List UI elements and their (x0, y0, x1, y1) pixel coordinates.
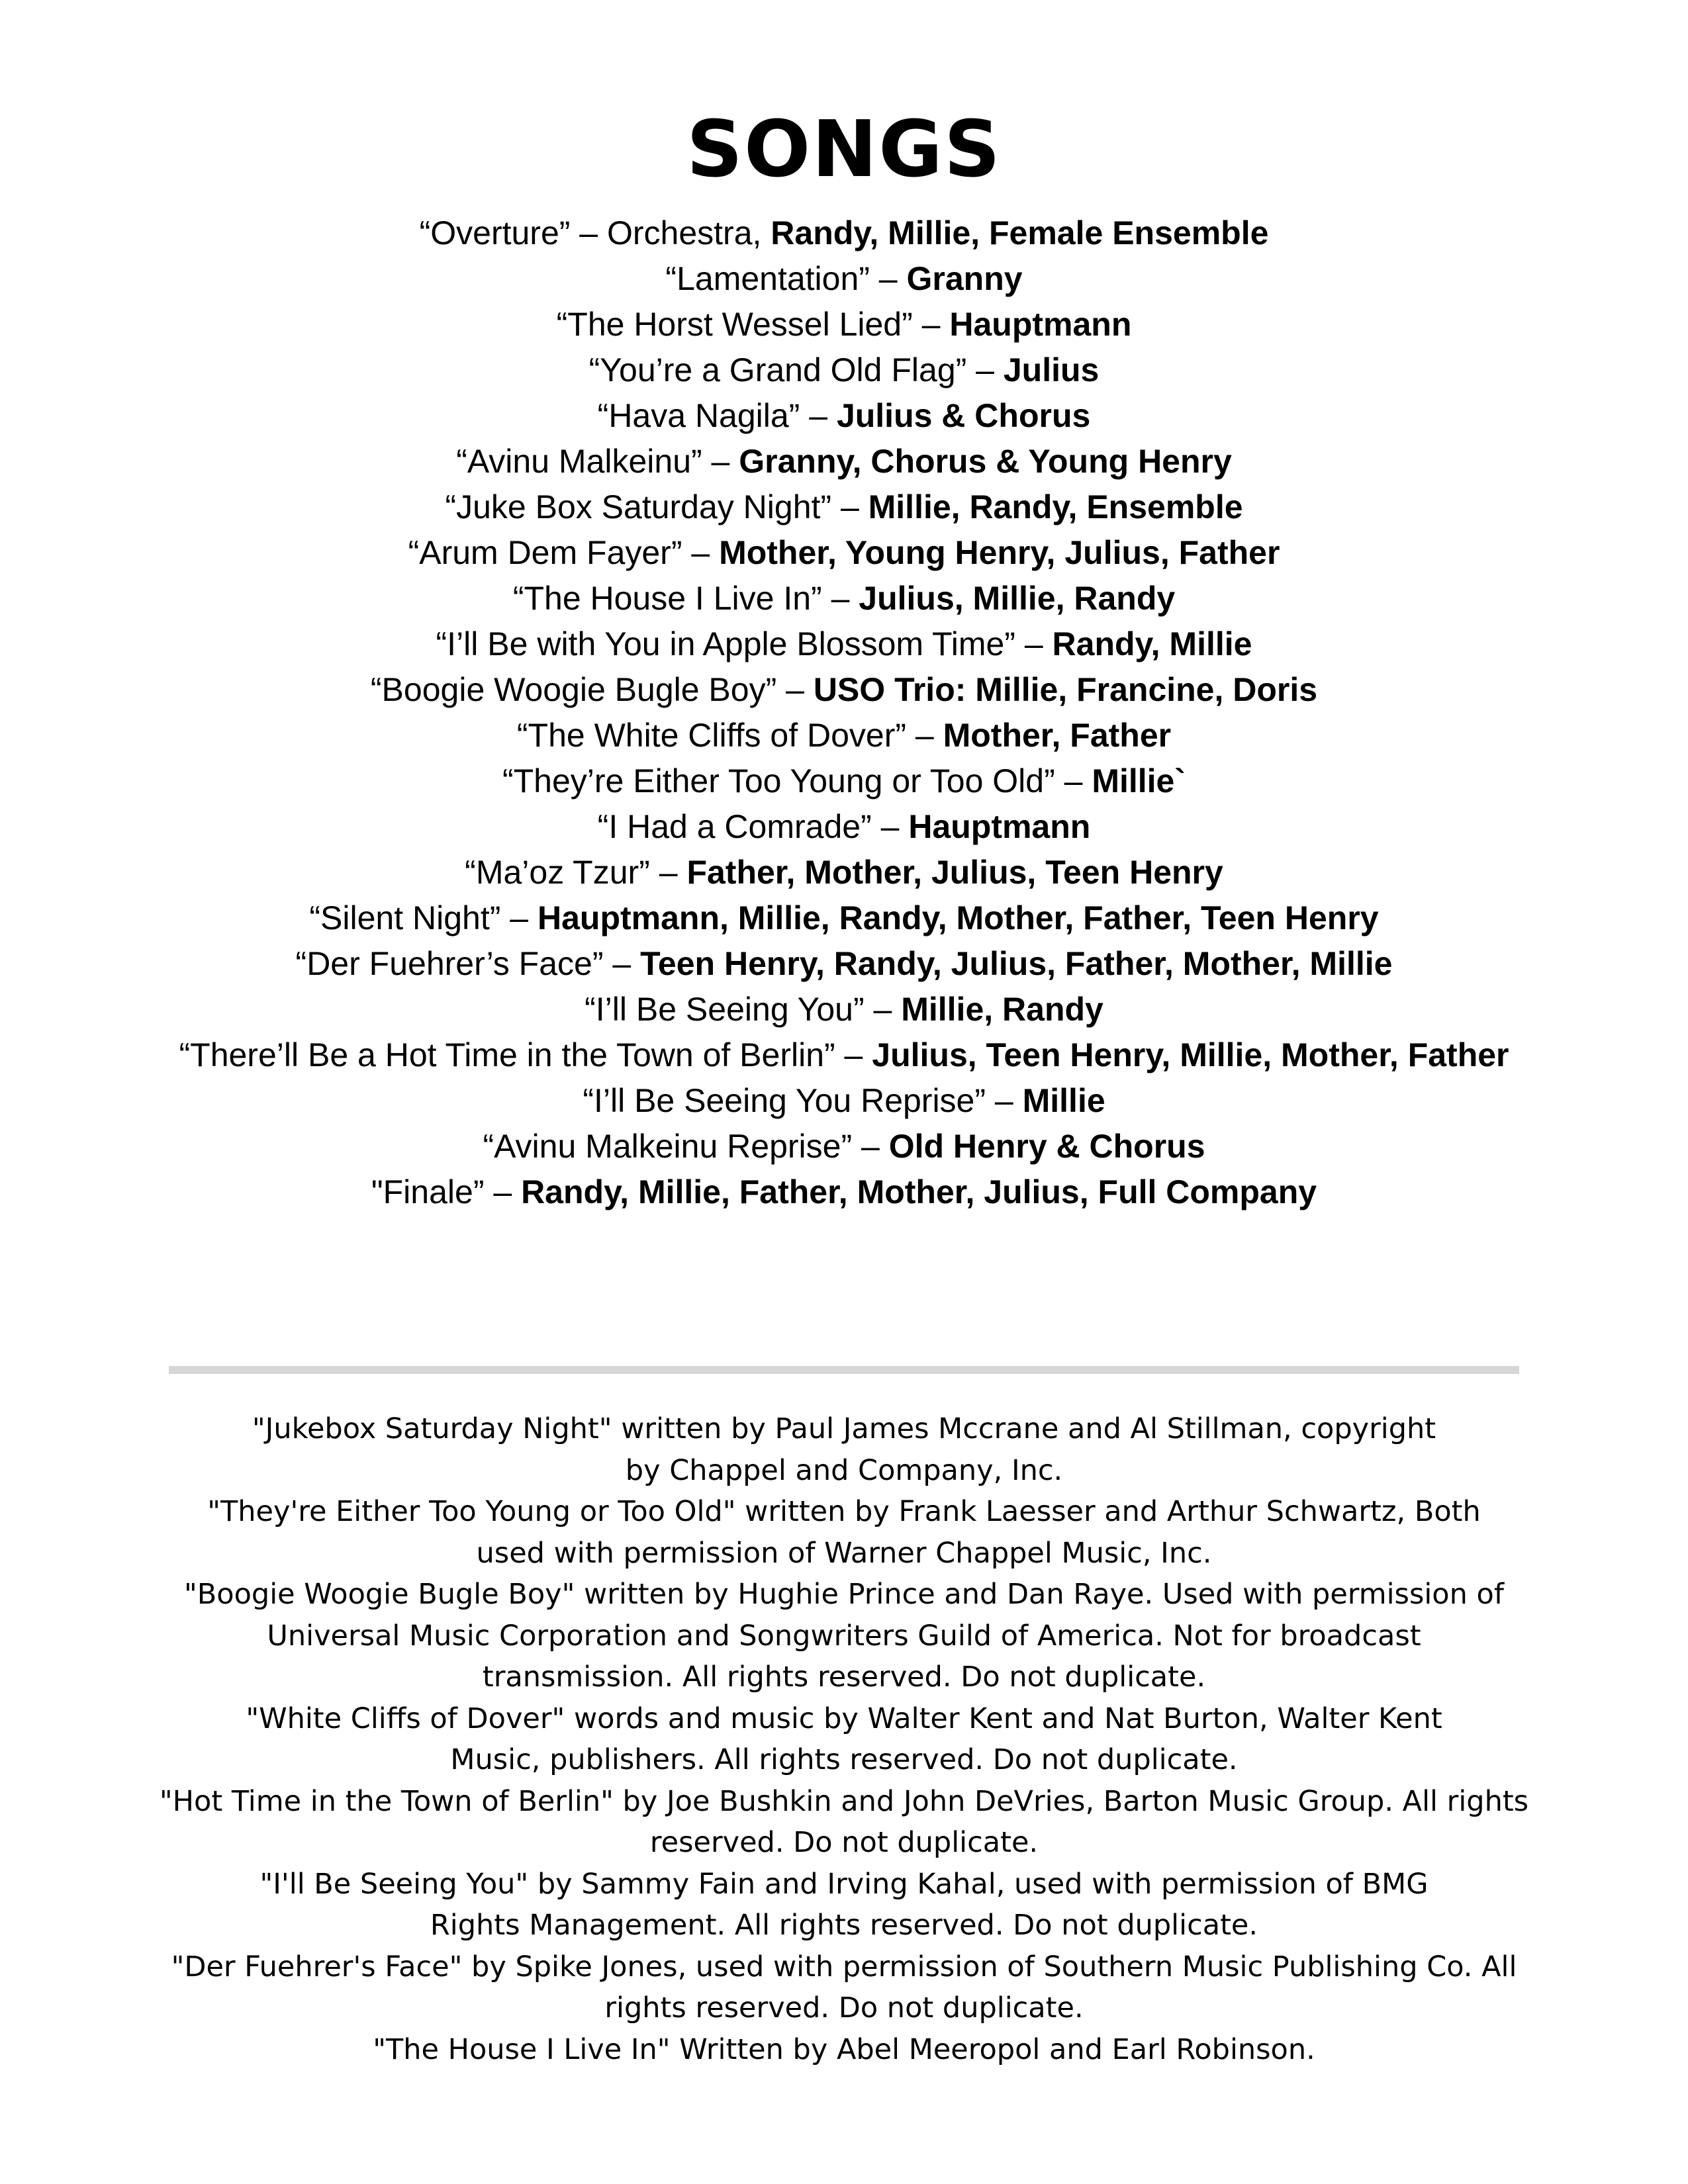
song-title: “Avinu Malkeinu” – (456, 443, 739, 480)
credits-list (159, 1408, 1529, 2070)
song-performers: Teen Henry, Randy, Julius, Father, Mother, Millie (640, 945, 1393, 982)
song-item (172, 256, 1516, 302)
song-title: “I’ll Be Seeing You Reprise” – (583, 1082, 1023, 1119)
song-item (172, 621, 1516, 667)
song-title: “There’ll Be a Hot Time in the Town of Berlin” – (179, 1036, 872, 1073)
song-performers: Father, Mother, Julius, Teen Henry (686, 854, 1223, 891)
song-performers: USO Trio: Millie, Francine, Doris (813, 671, 1318, 708)
song-item (172, 347, 1516, 393)
song-title: “Avinu Malkeinu Reprise” – (483, 1128, 889, 1165)
song-title: “I’ll Be Seeing You” – (585, 991, 902, 1028)
song-item (172, 1078, 1516, 1124)
song-performers: Granny (906, 260, 1023, 297)
song-performers: Millie, Randy (901, 991, 1103, 1028)
credit-item: "Jukebox Saturday Night" written by Paul James Mccrane and Al Stillman, copyright by Chappel and Company, Inc. (252, 1412, 1436, 1487)
song-title: “The Horst Wessel Lied” – (556, 306, 950, 343)
song-item (172, 439, 1516, 484)
song-title: “The White Cliffs of Dover” – (516, 717, 943, 754)
song-performers: Randy, Millie, Father, Mother, Julius, Full Company (521, 1173, 1317, 1210)
song-title: “Der Fuehrer’s Face” – (295, 945, 641, 982)
song-item (172, 530, 1516, 576)
song-item (172, 484, 1516, 530)
song-item (172, 1124, 1516, 1169)
song-performers: Granny, Chorus & Young Henry (739, 443, 1232, 480)
song-item (172, 804, 1516, 850)
song-item (172, 1032, 1516, 1078)
credit-item: "I'll Be Seeing You" by Sammy Fain and Irving Kahal, used with permission of BMG Rights Management. All rights reserved. Do not duplicate. (259, 1867, 1429, 1942)
song-item (172, 210, 1516, 256)
song-title: “You’re a Grand Old Flag” – (588, 351, 1004, 388)
credit-item: "White Cliffs of Dover" words and music by Walter Kent and Nat Burton, Walter Kent Music, publishers. All rights reserved. Do not duplicate. (246, 1702, 1442, 1776)
song-title: “Hava Nagila” – (597, 397, 837, 434)
song-performers: Millie` (1092, 762, 1186, 799)
credit-item: "Boogie Woogie Bugle Boy" written by Hughie Prince and Dan Raye. Used with permission of Universal Music Corporation and Songwriters Guild of America. Not for broadcast transmission. All rights reserved. Do not duplicate. (184, 1578, 1504, 1694)
section-divider (169, 1366, 1519, 1374)
credit-item: "They're Either Too Young or Too Old" written by Frank Laesser and Arthur Schwartz, Both used with permission of Warner Chappel Music, Inc. (207, 1495, 1481, 1570)
credit-item: "Der Fuehrer's Face" by Spike Jones, used with permission of Southern Music Publishing Co. All rights reserved. Do not duplicate. (171, 1950, 1517, 2025)
song-performers: Hauptmann (908, 808, 1091, 845)
song-performers: Julius (1003, 351, 1100, 388)
song-item (172, 667, 1516, 713)
song-performers: Julius, Millie, Randy (859, 580, 1176, 617)
song-performers: Julius & Chorus (836, 397, 1091, 434)
song-performers: Hauptmann, Millie, Randy, Mother, Father, Teen Henry (538, 899, 1379, 936)
song-item (172, 758, 1516, 804)
song-title: “Silent Night” – (309, 899, 538, 936)
credit-item: "The House I Live In" Written by Abel Meeropol and Earl Robinson. (373, 2032, 1315, 2066)
song-title: “I Had a Comrade” – (597, 808, 909, 845)
song-performers: Mother, Father (943, 717, 1172, 754)
song-item (172, 713, 1516, 758)
song-item (172, 302, 1516, 347)
song-performers: Hauptmann (949, 306, 1132, 343)
song-item (172, 576, 1516, 621)
song-performers: Julius, Teen Henry, Millie, Mother, Father (872, 1036, 1509, 1073)
song-performers: Randy, Millie, Female Ensemble (771, 214, 1269, 251)
song-item (172, 987, 1516, 1032)
song-title: “Ma’oz Tzur” – (465, 854, 687, 891)
song-performers: Millie (1022, 1082, 1105, 1119)
song-title: “Juke Box Saturday Night” – (445, 488, 868, 525)
song-title: “I’ll Be with You in Apple Blossom Time” – (436, 625, 1053, 662)
song-title: “The House I Live In” – (512, 580, 859, 617)
song-performers: Old Henry & Chorus (888, 1128, 1205, 1165)
song-performers: Randy, Millie (1052, 625, 1252, 662)
page-title: SONGS (686, 103, 1002, 195)
song-item (172, 393, 1516, 439)
song-title: “Arum Dem Fayer” – (408, 534, 720, 571)
song-title: “Boogie Woogie Bugle Boy” – (370, 671, 814, 708)
song-title: “Lamentation” – (665, 260, 907, 297)
song-title: “Overture” – Orchestra, (419, 214, 771, 251)
song-title: "Finale” – (371, 1173, 522, 1210)
song-performers: Mother, Young Henry, Julius, Father (719, 534, 1280, 571)
song-item (172, 895, 1516, 941)
song-item (172, 850, 1516, 895)
song-item (172, 1169, 1516, 1215)
song-performers: Millie, Randy, Ensemble (868, 488, 1243, 525)
song-list (172, 210, 1516, 1215)
song-item (172, 941, 1516, 987)
song-title: “They’re Either Too Young or Too Old” – (502, 762, 1092, 799)
credit-item: "Hot Time in the Town of Berlin" by Joe Bushkin and John DeVries, Barton Music Group. All rights reserved. Do not duplicate. (159, 1784, 1529, 1859)
